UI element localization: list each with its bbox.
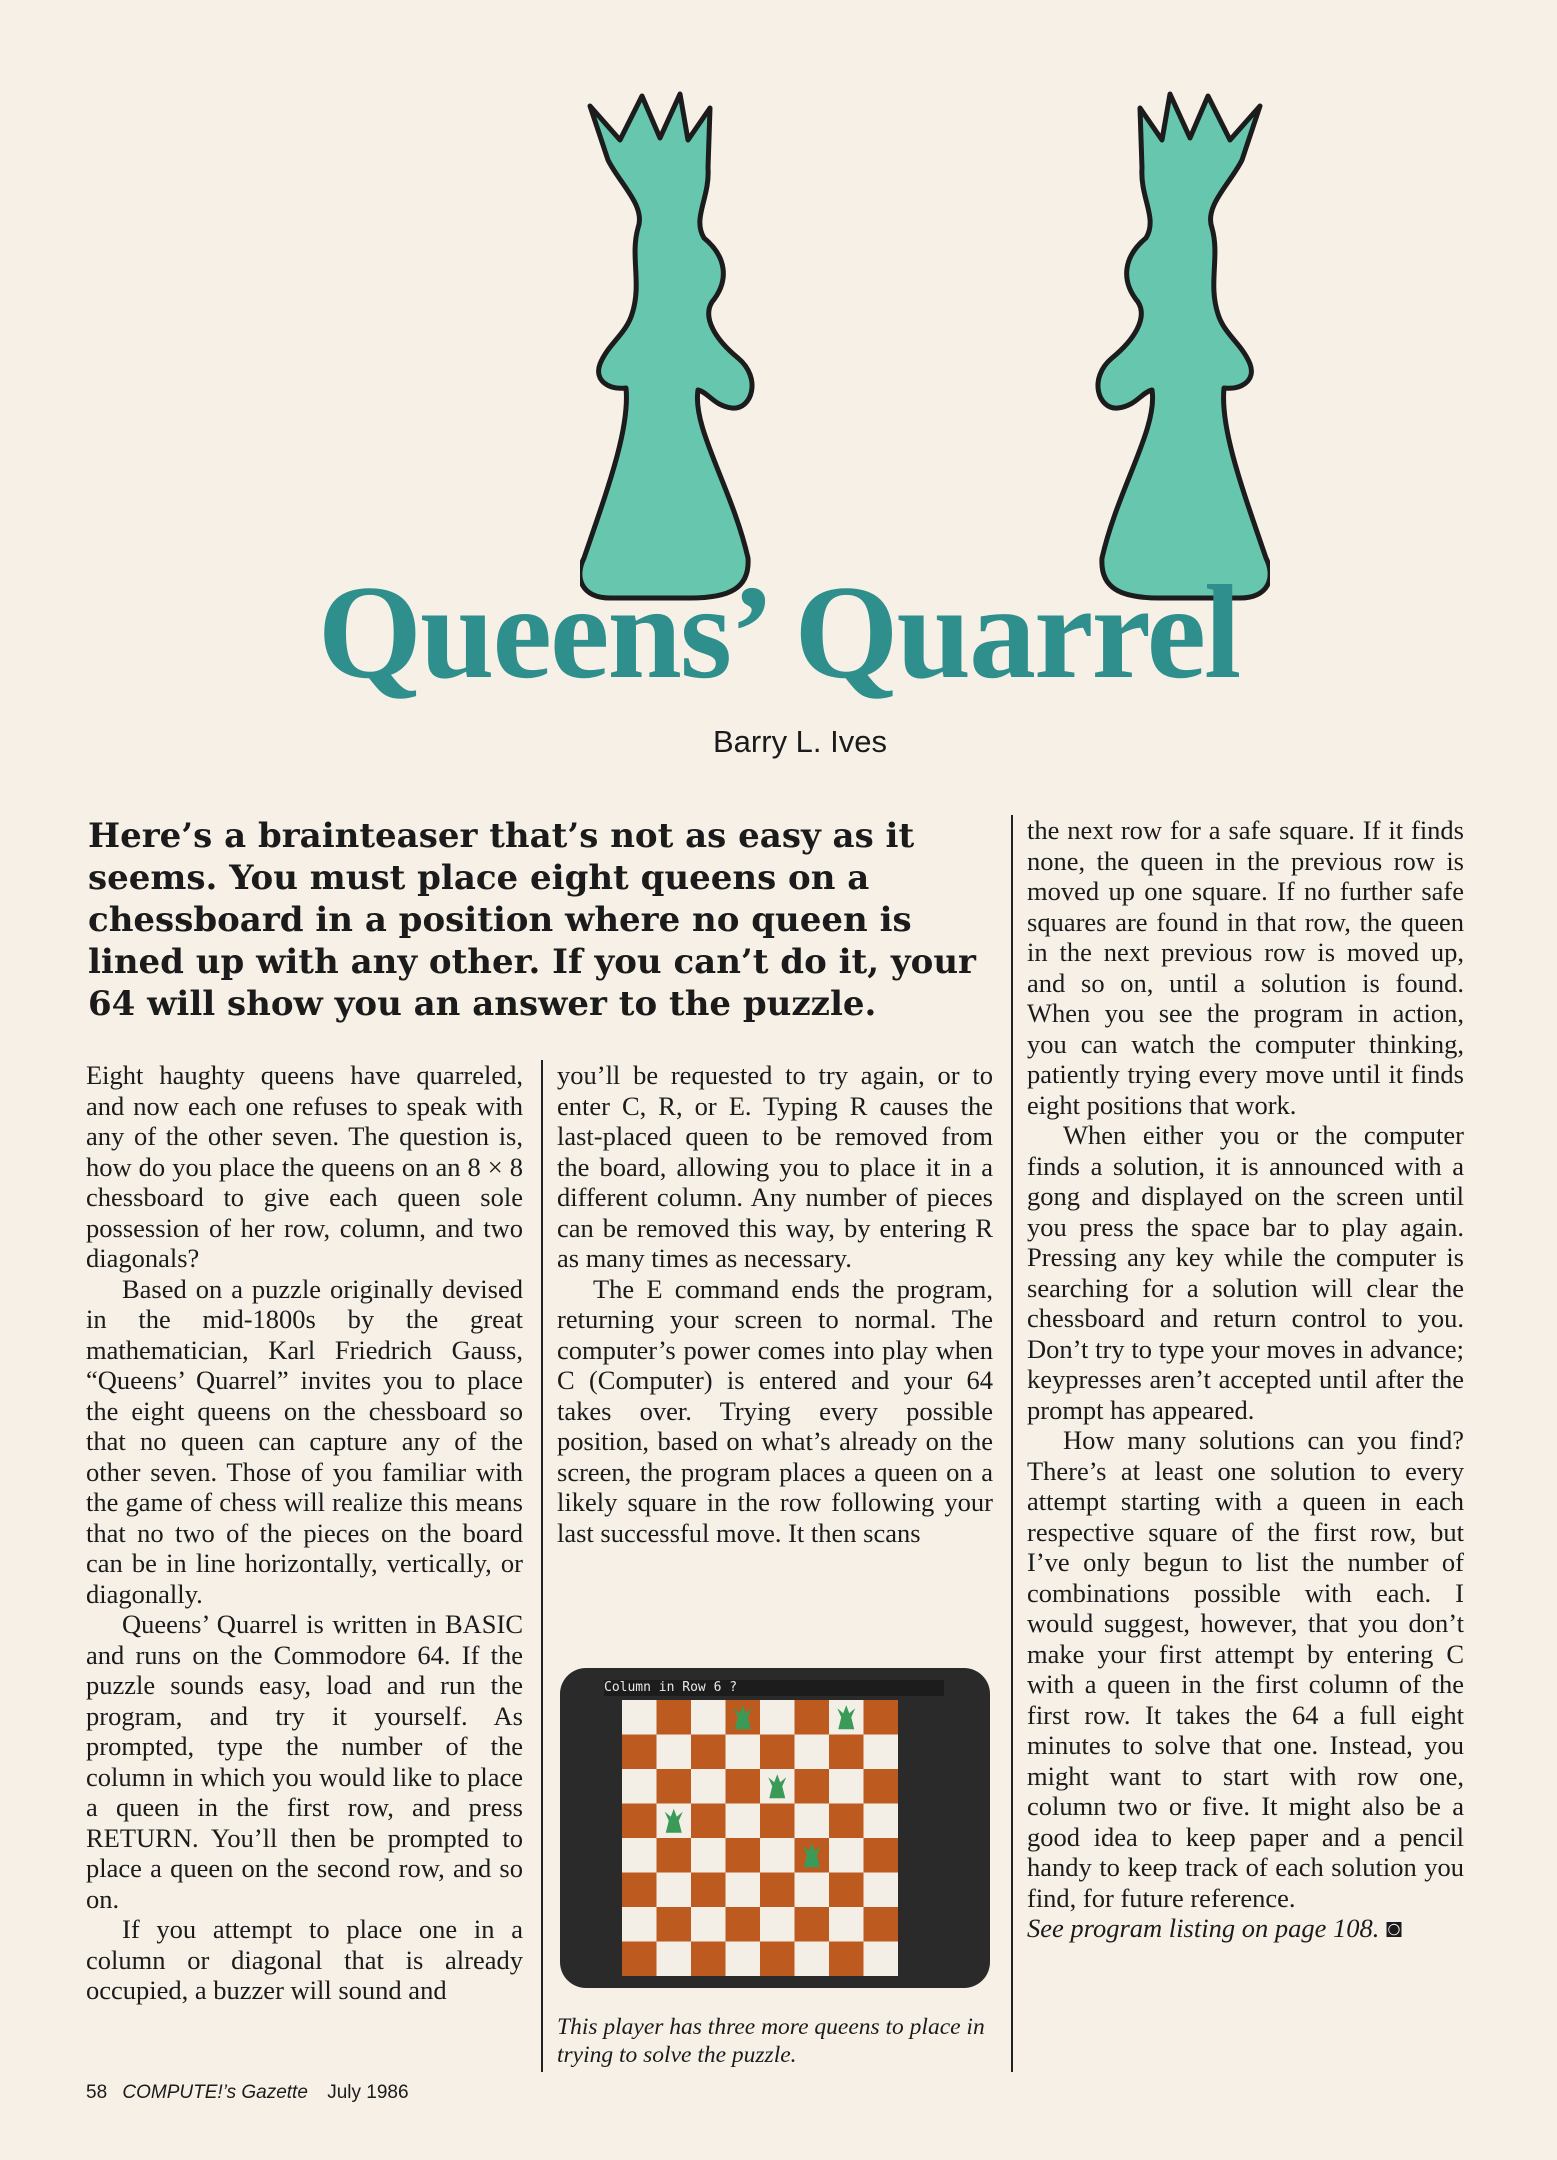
board-square [829, 1942, 864, 1977]
board-square [657, 1907, 692, 1942]
board-square [691, 1907, 726, 1942]
paragraph: Queens’ Quarrel is written in BASIC and runs on the Commodore 64. If the puzzle sounds easy, load and run the program, and try it yourself. As prompted, type the number of the column in which you would like to place a queen in the first row, and press RETURN. You’ll then be prompted to place a queen on the second row, and so on. [86, 1609, 523, 1914]
board-square [691, 1838, 726, 1873]
board-square [622, 1942, 657, 1977]
board-square [622, 1873, 657, 1908]
board-square [657, 1942, 692, 1977]
board-square [864, 1907, 899, 1942]
magazine-name: COMPUTE!’s Gazette [122, 2082, 308, 2103]
board-square [691, 1804, 726, 1839]
program-listing-note [1027, 1913, 1464, 1944]
board-square [657, 1769, 692, 1804]
author-byline: Barry L. Ives [713, 724, 887, 759]
board-square [726, 1735, 761, 1770]
board-square [864, 1769, 899, 1804]
board-square [864, 1735, 899, 1770]
board-square [657, 1838, 692, 1873]
board-square [795, 1804, 830, 1839]
body-column-2 [557, 1060, 993, 1548]
paragraph: If you attempt to place one in a column or diagonal that is already occupied, a buzzer will sound and [86, 1914, 523, 2005]
board-square [829, 1873, 864, 1908]
paragraph: The E command ends the program, returning your screen to normal. The computer’s power comes into play when C (Computer) is entered and your 64 takes over. Trying every possible position, based on what’s already on the screen, the program places a queen on a likely square in the row following your last successful move. It then scans [557, 1273, 993, 1548]
board-square [795, 1942, 830, 1977]
board-square [726, 1838, 761, 1873]
board-square [864, 1942, 899, 1977]
board-square [657, 1873, 692, 1908]
end-mark-icon: ◙ [1385, 1913, 1402, 1943]
right-queen-figure [1098, 94, 1270, 598]
board-square [691, 1700, 726, 1735]
body-column-1 [86, 1060, 523, 2006]
paragraph: Based on a puzzle originally devised in the mid-1800s by the great mathematician, Karl Friedrich Gauss, “Queens’ Quarrel” invites you to place the eight queens on the chessboard so that no queen can capture any of the other seven. Those of you familiar with the game of chess will realize this means that no two of the pieces on the board can be in line horizontally, vertically, or diagonally. [86, 1273, 523, 1609]
chessboard-screenshot [604, 1680, 944, 1976]
issue-date: July 1986 [327, 2082, 409, 2103]
board-square [622, 1700, 657, 1735]
paragraph: the next row for a safe square. If it finds none, the queen in the previous row is moved up one square. If no further safe squares are found in that row, the queen in the next previous row is moved up, and so on, until a solution is found. When you see the program in action, you can watch the computer thinking, patiently trying every move until it finds eight positions that work. [1027, 815, 1464, 1120]
board-square [657, 1735, 692, 1770]
board-square [760, 1942, 795, 1977]
board-square [726, 1769, 761, 1804]
page-footer [86, 2082, 409, 2104]
board-square [829, 1735, 864, 1770]
board-square [795, 1735, 830, 1770]
left-queen-figure [580, 94, 752, 598]
board-square [795, 1700, 830, 1735]
board-square [691, 1769, 726, 1804]
board-square [622, 1769, 657, 1804]
paragraph: you’ll be requested to try again, or to enter C, R, or E. Typing R causes the last-placed queen to be removed from the board, allowing you to place it in a different column. Any number of pieces can be removed this way, by entering R as many times as necessary. [557, 1060, 993, 1273]
board-square [726, 1804, 761, 1839]
board-square [691, 1942, 726, 1977]
board-square [864, 1804, 899, 1839]
board-square [691, 1735, 726, 1770]
board-square [864, 1838, 899, 1873]
board-square [795, 1873, 830, 1908]
board-square [760, 1907, 795, 1942]
column-rule-right [1011, 815, 1013, 2072]
column-rule-left [541, 1060, 543, 2072]
board-square [795, 1769, 830, 1804]
board-square [760, 1838, 795, 1873]
article-deck: Here’s a brainteaser that’s not as easy as it seems. You must place eight queens on a chessboard in a position where no queen is lined up with any other. If you can’t do it, your 64 will show you an answer to the puzzle. [88, 816, 976, 1024]
screen-status-text: Column in Row 6 ? [604, 1680, 944, 1696]
body-column-3 [1027, 815, 1464, 1944]
board-square [864, 1873, 899, 1908]
program-listing-text: See program listing on page 108. [1027, 1913, 1380, 1943]
article-title: Queens’ Quarrel [317, 558, 1240, 706]
board-square [829, 1769, 864, 1804]
board-square [726, 1907, 761, 1942]
board-square [760, 1700, 795, 1735]
board-square [691, 1873, 726, 1908]
board-square [864, 1700, 899, 1735]
board-square [829, 1804, 864, 1839]
paragraph: How many solutions can you find? There’s at least one solution to every attempt starting with a queen in each respective square of the first row, but I’ve only begun to list the number of combinations possible with each. I would suggest, however, that you don’t make your first attempt by entering C with a queen in the first column of the first row. It takes the 64 a full eight minutes to solve that one. Instead, you might want to start with row one, column two or five. It might also be a good idea to keep paper and a pencil handy to keep track of each solution you find, for future reference. [1027, 1425, 1464, 1913]
page-number: 58 [86, 2082, 108, 2103]
board-square [726, 1942, 761, 1977]
figure-caption: This player has three more queens to place in trying to solve the puzzle. [557, 2014, 985, 2068]
board-square [760, 1804, 795, 1839]
board-square [622, 1735, 657, 1770]
board-square [829, 1907, 864, 1942]
board-square [622, 1804, 657, 1839]
board-square [622, 1838, 657, 1873]
board-square [760, 1735, 795, 1770]
board-square [622, 1907, 657, 1942]
board-square [760, 1873, 795, 1908]
board-square [829, 1838, 864, 1873]
paragraph: When either you or the computer finds a solution, it is announced with a gong and displayed on the screen until you press the space bar to play again. Pressing any key while the computer is searching for a solution will clear the chessboard and return control to you. Don’t try to type your moves in advance; keypresses aren’t accepted until after the prompt has appeared. [1027, 1120, 1464, 1425]
paragraph: Eight haughty queens have quarreled, and now each one refuses to speak with any of the other seven. The question is, how do you place the queens on an 8 × 8 chessboard to give each queen sole possession of her row, column, and two diagonals? [86, 1060, 523, 1273]
board-square [795, 1907, 830, 1942]
board-square [657, 1700, 692, 1735]
board-square [726, 1873, 761, 1908]
